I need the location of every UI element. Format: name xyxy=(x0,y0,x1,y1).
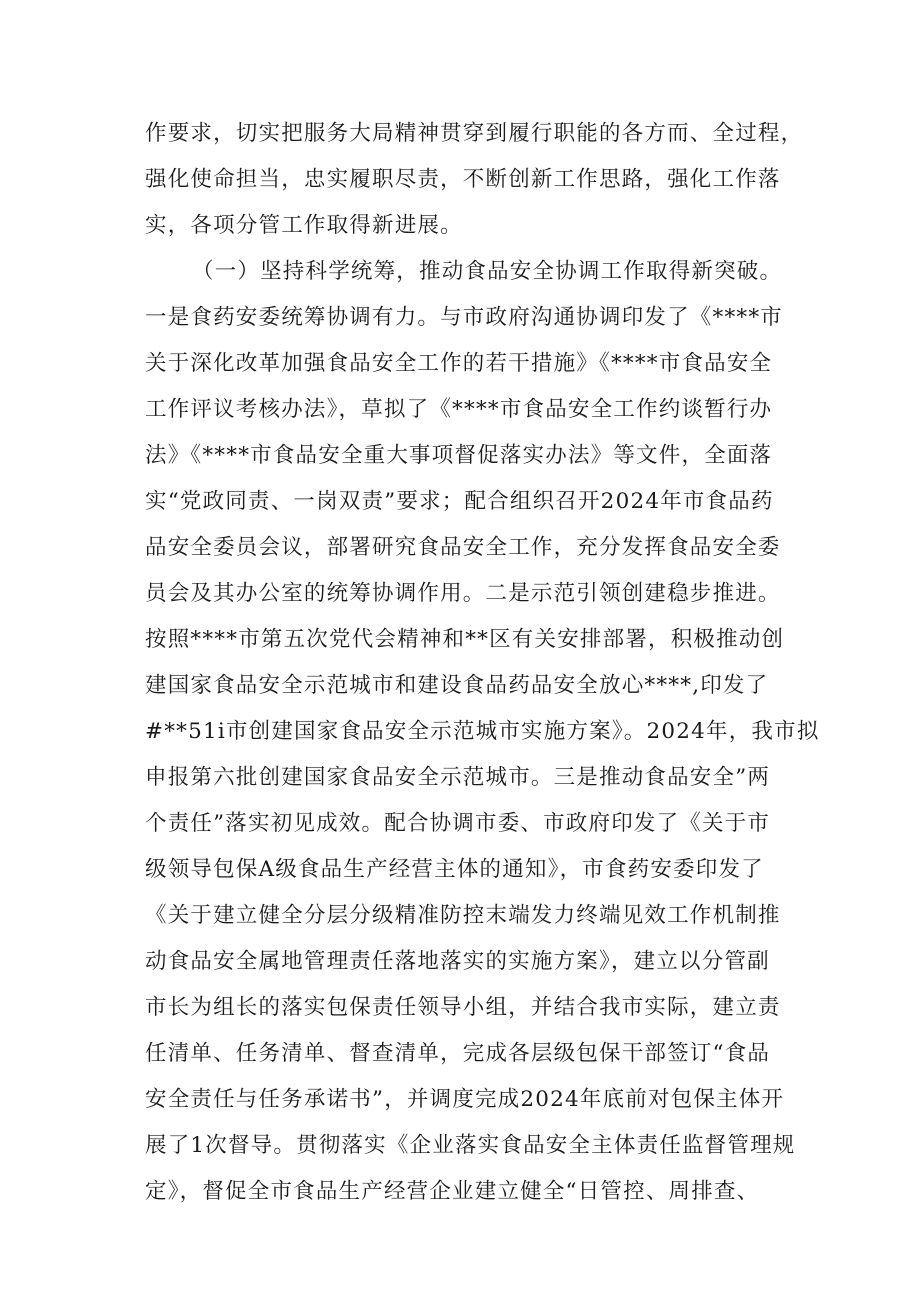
text-line: 任清单、任务清单、督查清单，完成各层级包保干部签订“食品 xyxy=(145,1041,771,1066)
text-line: 员会及其办公室的统筹协调作用。二是示范引领创建稳步推进。 xyxy=(145,581,781,606)
text-line: 实，各项分管工作取得新进展。 xyxy=(145,213,463,238)
text-line: 《关于建立健全分层分级精准防控末端发力终端见效工作机制推 xyxy=(145,903,781,928)
text-line: 一是食药安委统筹协调有力。与市政府沟通协调印发了《****市 xyxy=(145,305,784,330)
text-line: 安全责任与任务承诺书”，并调度完成2024年底前对包保主体开 xyxy=(145,1087,785,1112)
text-line: 作要求，切实把服务大局精神贯穿到履行职能的各方而、全过程， xyxy=(145,121,804,146)
text-line: 申报第六批创建国家食品安全示范城市。三是推动食品安全”两 xyxy=(145,765,771,790)
text-line: 品安全委员会议，部署研究食品安全工作，充分发挥食品安全委 xyxy=(145,535,781,560)
text-line: 个责任”落实初见成效。配合协调市委、市政府印发了《关于市 xyxy=(145,811,771,836)
text-line: 法》《****市食品安全重大事项督促落实办法》等文件，全面落 xyxy=(145,443,773,468)
section-heading: （一）坚持科学统筹，推动食品安全协调工作取得新突破。 xyxy=(192,259,783,284)
text-line: 强化使命担当，忠实履职尽责，不断创新工作思路，强化工作落 xyxy=(145,167,781,192)
text-line: #**51i市创建国家食品安全示范城市实施方案》。2024年，我市拟 xyxy=(145,719,820,744)
text-line: 级领导包保A级食品生产经营主体的通知》，市食药安委印发了 xyxy=(145,857,764,882)
text-line: 工作评议考核办法》，草拟了《****市食品安全工作约谈暂行办 xyxy=(145,397,773,422)
text-line: 定》，督促全市食品生产经营企业建立健全“日管控、周排查、 xyxy=(145,1179,760,1204)
text-line: 实“党政同责、一岗双责”要求；配合组织召开2024年市食品药 xyxy=(145,489,774,514)
text-line: 按照****市第五次党代会精神和**区有关安排部署，积极推动创 xyxy=(145,627,785,652)
text-line: 关于深化改革加强食品安全工作的若干措施》《****市食品安全 xyxy=(145,351,773,376)
text-line: 展了1次督导。贯彻落实《企业落实食品安全主体责任监督管理规 xyxy=(145,1133,796,1158)
text-line: 市长为组长的落实包保责任领导小组，并结合我市实际，建立责 xyxy=(145,995,781,1020)
text-line: 建国家食品安全示范城市和建设食品药品安全放心****,印发了 xyxy=(145,673,769,698)
text-line: 动食品安全属地管理责任落地落实的实施方案》，建立以分管副 xyxy=(145,949,770,974)
